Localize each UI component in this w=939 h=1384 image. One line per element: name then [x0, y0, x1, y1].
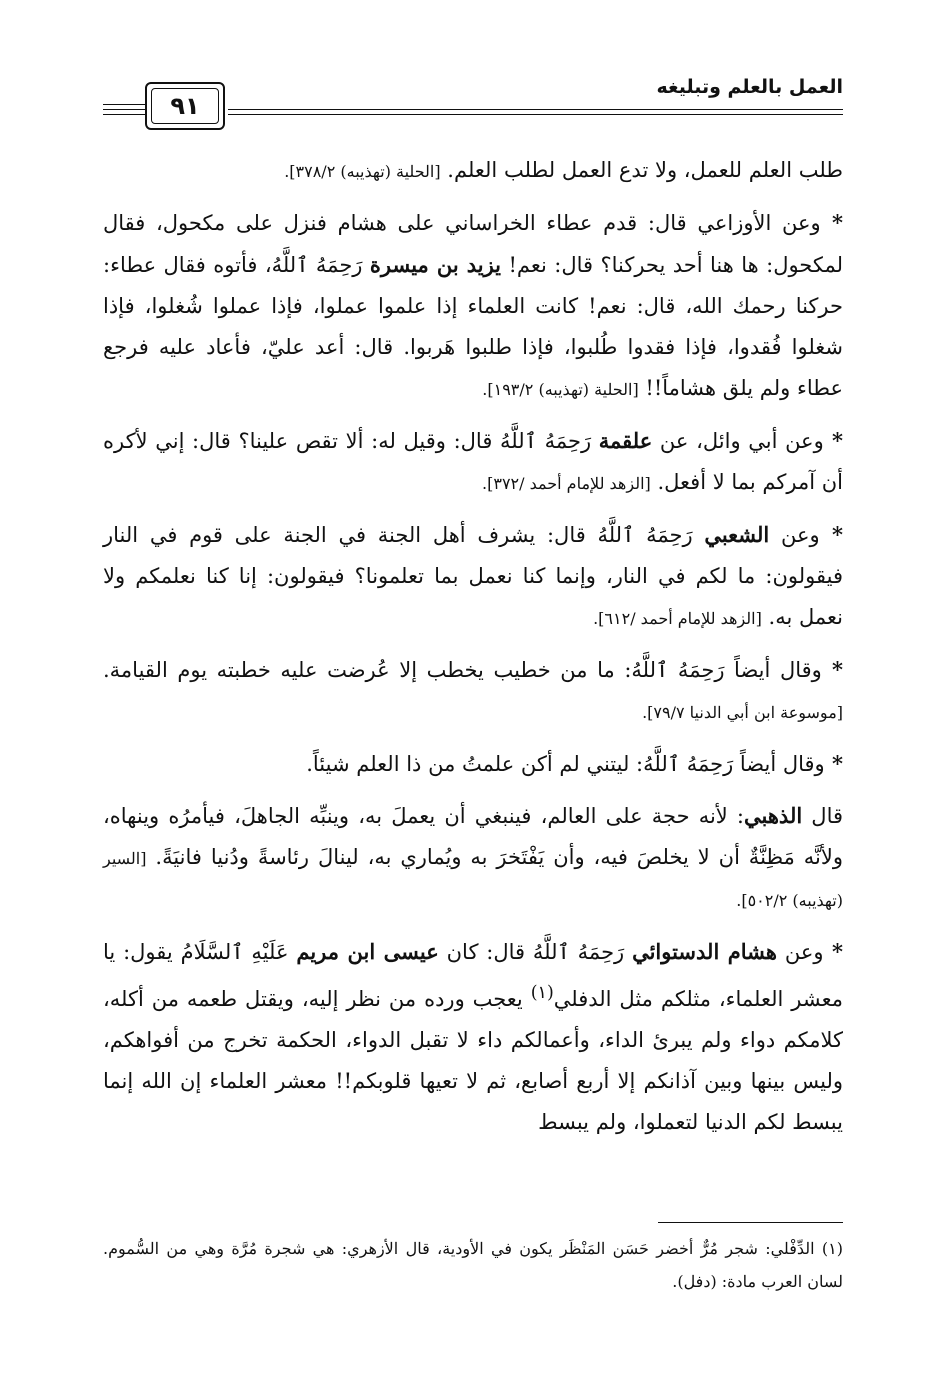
paragraph-text: وعن أبي وائل، عن — [652, 429, 824, 453]
footnote-marker: (١) — [814, 1239, 843, 1258]
citation: [الحلية (تهذيبه) ٣٧٨/٢]. — [284, 162, 441, 181]
footnote-text: الدِّفْلي: شجر مُرٌّ أخضر حَسَن المَنْظَر يكون في الأودية، قال الأزهري: هي شجرة مُرَّة وهي من السُّموم. لسان العرب مادة: (دفل). — [103, 1239, 843, 1291]
paragraph-marker: * — [823, 428, 844, 453]
paragraph-text: وعن — [776, 940, 824, 964]
header-rule — [103, 109, 145, 110]
paragraph-text: عَلَيْهِ ٱلسَّلَامُ يقول: يا معشر العلماء، مثلكم مثل الدفلي — [103, 940, 843, 1011]
paragraph-text: : لأنه حجة على العالم، فينبغي أن يعملَ به، وينبِّه الجاهلَ، فيأمرُه وينهاه، ولأنَّه مَظِنَّةٌ أن لا يخلصَ فيه، وأن يَفْتَخرَ به ويُماري به، لينالَ رئاسةً ودُنيا فانيَةً. — [103, 804, 843, 869]
paragraph — [103, 795, 843, 921]
header-rule — [103, 104, 145, 105]
paragraph-text: وعن — [769, 523, 820, 547]
person-name: عيسى ابن مريم — [296, 939, 439, 964]
paragraph — [103, 202, 843, 410]
citation: [موسوعة ابن أبي الدنيا ٧٩/٧]. — [642, 703, 843, 722]
paragraph — [103, 743, 843, 785]
paragraph-text: وعن الأوزاعي قال: قدم عطاء الخراساني على هشام فنزل على مكحول، فقال لمكحول: ها هنا أحد يحركنا؟ قال: نعم! — [103, 211, 843, 277]
paragraph-text: قال — [802, 804, 844, 828]
person-name: علقمة — [598, 428, 653, 453]
citation: [السير (تهذيبه) ٥٠٢/٢]. — [103, 849, 843, 910]
page-number-frame — [145, 82, 225, 130]
paragraph — [103, 931, 843, 1143]
paragraph-text: رَحِمَهُ ٱللَّهُ، فأتوه فقال عطاء: حركنا رحمك الله، قال: نعم! كانت العلماء إذا علموا عملوا، فإذا عملوا شُغلوا، فإذا شغلوا فُقدوا، فإذا فقدوا طُلبوا، فإذا طلبوا هَربوا. قال: أعد عليّ، فأعاد عليه فرجع عطاء ولم يلق هشاماً!! — [103, 253, 843, 400]
page-number: ٩١ — [170, 92, 200, 120]
citation: [الحلية (تهذيبه) ١٩٣/٢]. — [482, 380, 639, 399]
footnote-ref[interactable]: (١) — [530, 983, 554, 1003]
paragraph-marker: * — [819, 522, 843, 547]
paragraph-text: يعجب ورده من نظر إليه، ويقتل طعمه من أكله، كلامكم دواء ولم يبرئ الداء، وأعمالكم داء لا تقبل الدواء، الحكمة تخرج من أفواهكم، وليس بينها وبين آذانكم إلا أربع أصابع، ثم لا تعيها قلوبكم!! معشر العلماء إن الله إنما يبسط لكم الدنيا لتعملوا، ولم يبسط — [103, 987, 843, 1134]
paragraph-marker: * — [824, 751, 843, 776]
header-rule — [228, 109, 843, 110]
footnotes — [103, 1232, 843, 1298]
header-rule — [103, 114, 145, 115]
paragraph-marker: * — [823, 939, 843, 964]
paragraph-marker: * — [821, 657, 843, 682]
running-title: العمل بالعلم وتبليغه — [656, 76, 843, 98]
paragraph — [103, 514, 843, 639]
person-name: هشام الدستوائي — [632, 939, 777, 964]
footnote-divider — [658, 1222, 843, 1223]
person-name: يزيد بن ميسرة — [369, 252, 502, 277]
person-name: الذهبي — [744, 803, 803, 828]
footnote — [103, 1232, 843, 1298]
paragraph-text: وقال أيضاً رَحِمَهُ ٱللَّهُ: ما من خطيب يخطب إلا عُرضت عليه خطبته يوم القيامة. — [103, 658, 822, 682]
paragraph-text: طلب العلم للعمل، ولا تدع العمل لطلب العلم. — [440, 158, 843, 182]
paragraph — [103, 649, 843, 733]
paragraph — [103, 420, 843, 504]
header-rule — [228, 114, 843, 115]
paragraph-marker: * — [820, 210, 843, 235]
person-name: الشعبي — [704, 522, 770, 547]
paragraph-text: رَحِمَهُ ٱللَّهُ قال: يشرف أهل الجنة في الجنة على قوم في النار فيقولون: ما لكم في النار، وإنما كنا نعمل بما تعلمونا؟ فيقولون: إنا كنا نعلمكم ولا نعمل به. — [103, 523, 843, 629]
paragraph-text: رَحِمَهُ ٱللَّهُ قال: كان — [438, 940, 633, 964]
paragraph-text: رَحِمَهُ ٱللَّهُ قال: وقيل له: ألا تقص علينا؟ قال: إني لأكره أن آمركم بما لا أفعل. — [103, 429, 843, 494]
citation: [الزهد للإمام أحمد /٦١٢]. — [593, 609, 762, 628]
paragraph-text: وقال أيضاً رَحِمَهُ ٱللَّهُ: ليتني لم أكن علمتُ من ذا العلم شيئاً. — [306, 752, 825, 776]
paragraph — [103, 150, 843, 192]
citation: [الزهد للإمام أحمد /٣٧٢]. — [482, 474, 651, 493]
body-text — [103, 150, 843, 1153]
